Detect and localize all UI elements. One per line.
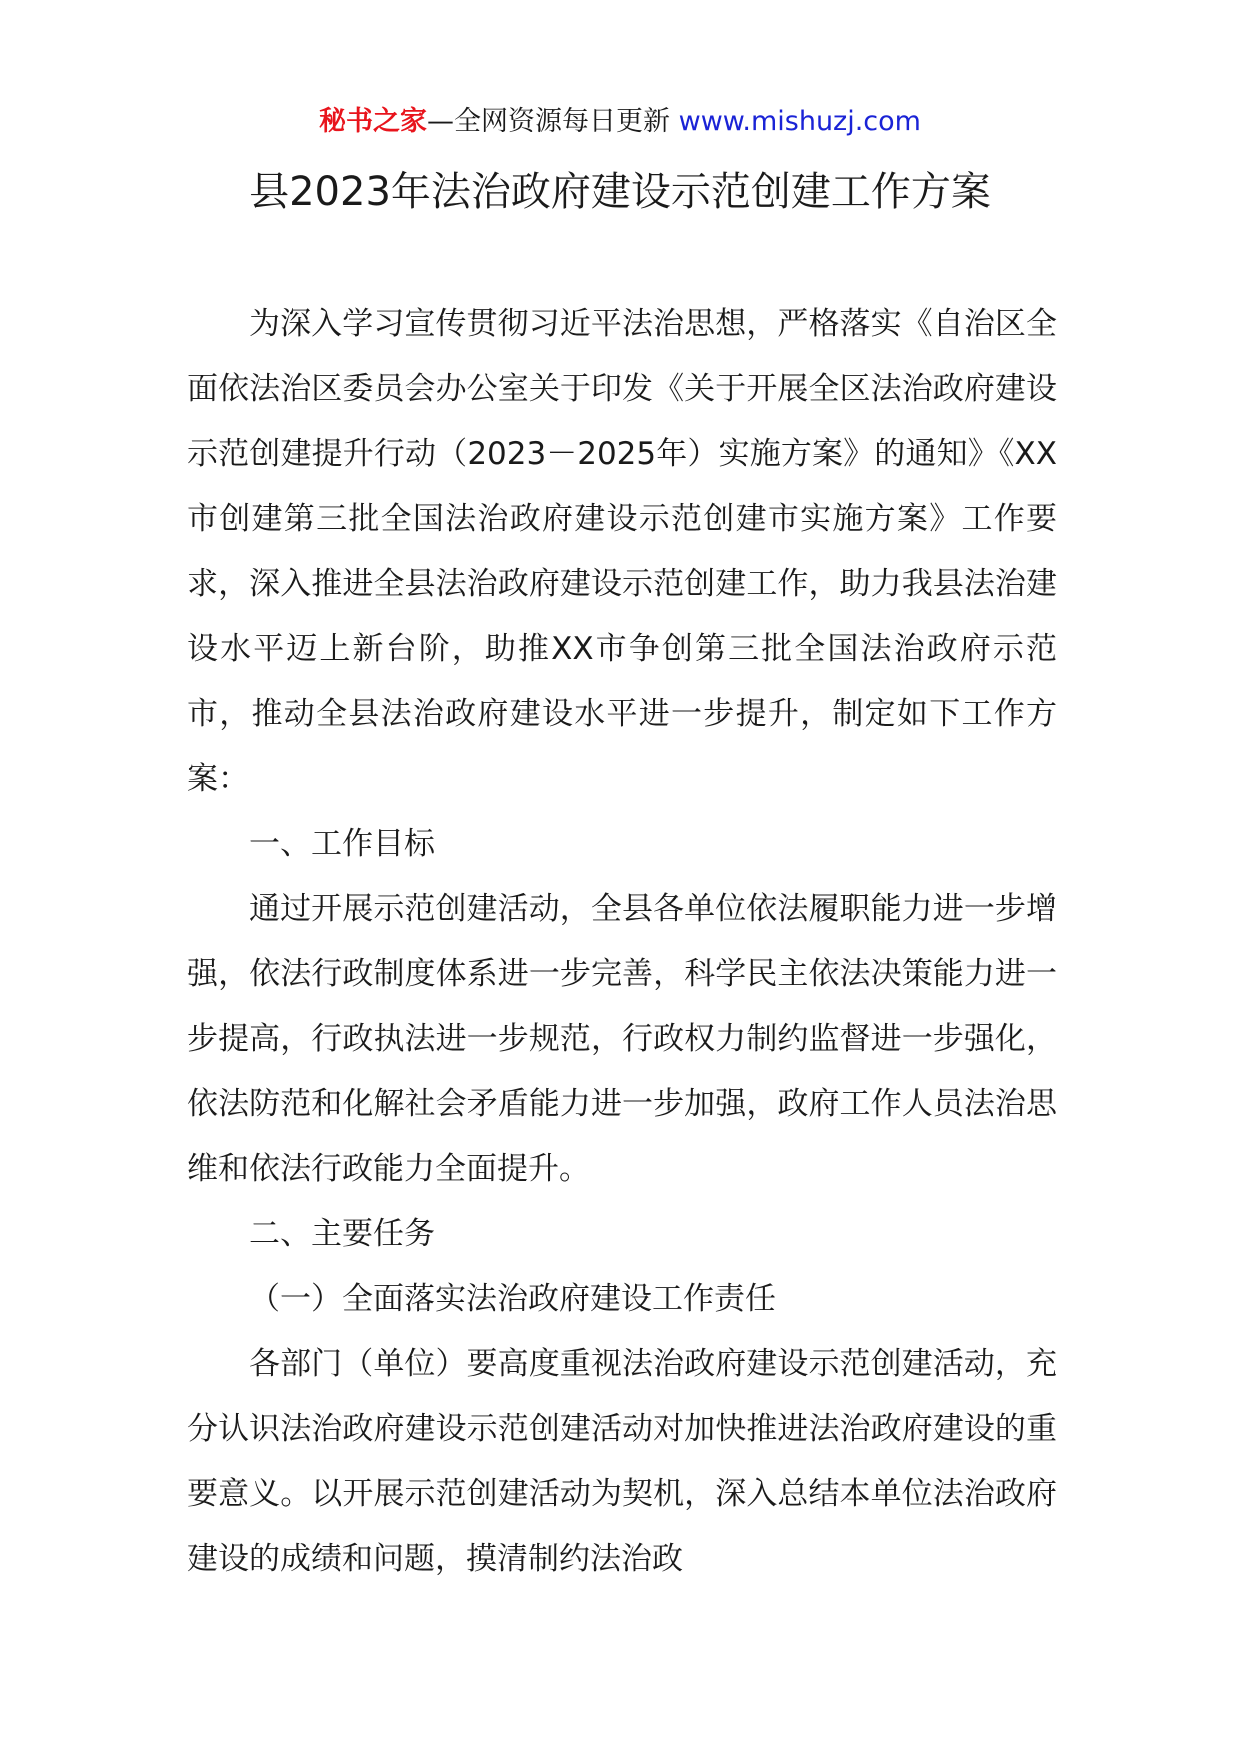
document-title: 县2023年法治政府建设示范创建工作方案 — [249, 169, 991, 215]
intro-paragraph: 为深入学习宣传贯彻习近平法治思想，严格落实《自治区全面依法治区委员会办公室关于印发《关于开展全区法治政府建设示范创建提升行动（2023－2025年）实施方案》的通知》《XX市创建第三批全国法治政府建设示范创建市实施方案》工作要求，深入推进全县法治政府建设示范创建工作，助力我县法治建设水平迈上新台阶，助推XX市争创第三批全国法治政府示范市，推动全县法治政府建设水平进一步提升，制定如下工作方案： — [187, 306, 1057, 797]
site-header — [0, 102, 1240, 142]
goals-paragraph: 通过开展示范创建活动，全县各单位依法履职能力进一步增强，依法行政制度体系进一步完善，科学民主依法决策能力进一步提高，行政执法进一步规范，行政权力制约监督进一步强化，依法防范和化解社会矛盾能力进一步加强，政府工作人员法治思维和依法行政能力全面提升。 — [187, 891, 1057, 1187]
section-heading-tasks: 二、主要任务 — [249, 1216, 435, 1252]
subsection-heading-responsibility: （一）全面落实法治政府建设工作责任 — [249, 1281, 776, 1317]
brand-slogan: —全网资源每日更新 — [427, 106, 671, 137]
responsibility-paragraph: 各部门（单位）要高度重视法治政府建设示范创建活动，充分认识法治政府建设示范创建活动对加快推进法治政府建设的重要意义。以开展示范创建活动为契机，深入总结本单位法治政府建设的成绩和问题，摸清制约法治政 — [187, 1346, 1057, 1577]
section-heading-goals: 一、工作目标 — [249, 826, 435, 862]
brand-name: 秘书之家 — [319, 106, 428, 137]
website-link[interactable]: www.mishuzj.com — [678, 106, 921, 137]
document-body — [187, 292, 1057, 1592]
